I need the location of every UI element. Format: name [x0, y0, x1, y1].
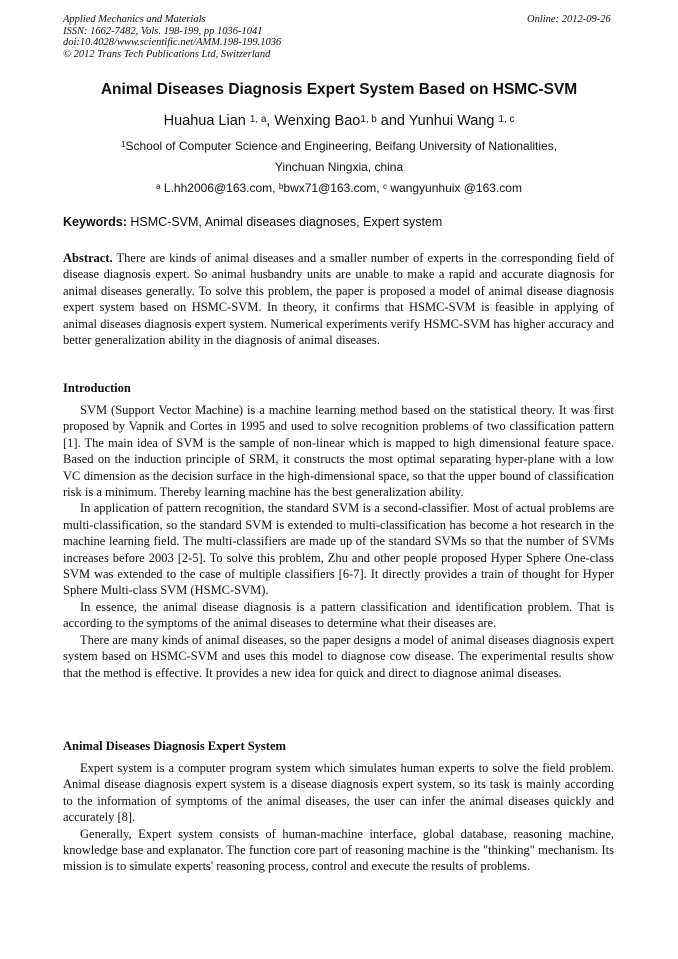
section-heading-introduction: Introduction — [63, 381, 131, 395]
abstract-label: Abstract. — [63, 251, 113, 265]
author-line — [0, 113, 678, 129]
email-b: bwx71@163.com, — [283, 181, 383, 195]
author-3: and Yunhui Wang — [376, 113, 495, 129]
email-sup-c: c — [382, 182, 388, 192]
author-2: , Wenxing Bao — [266, 113, 361, 129]
affiliation-sup: 1 — [120, 140, 126, 150]
expert-system-body — [63, 760, 614, 875]
affiliation-line-2: Yinchuan Ningxia, china — [274, 160, 404, 174]
author-1: Huahua Lian — [163, 113, 246, 129]
keywords — [63, 215, 442, 229]
abstract-text: There are kinds of animal diseases and a smaller number of experts in the corresponding field of disease diagnosis expert. So animal husbandry units are unable to make a rapid and accurate diagnosis for animal diseases generally. To solve this problem, the paper is proposed a model of animal disease diagnosis expert system based on HSMC-SVM. In theory, it confirms that HSMC-SVM is feasible in applying of animal diseases diagnosis expert system. Numerical experiments verify HSMC-SVM has higher accuracy and better generalization ability in the diagnosis of animal diseases. — [63, 251, 614, 348]
online-date: Online: 2012-09-26 — [527, 14, 611, 25]
section-heading-expert-system: Animal Diseases Diagnosis Expert System — [63, 739, 286, 753]
author-3-sup: 1, c — [498, 113, 515, 125]
section2-paragraph: Generally, Expert system consists of human-machine interface, global database, reasoning machine, knowledge base and explanator. The function core part of reasoning machine is the "thinking" mechanism. Its mission is to simulate experts' reasoning process, control and execute the results of problems. — [63, 826, 614, 874]
section2-paragraph: Expert system is a computer program system which simulates human experts to solve the field problem. Animal disease diagnosis expert system is a disease diagnosis expert system, so its task is mainly according to the information of symptoms of the animal diseases, the user can infer the animal diseases quickly and accurately [8]. — [63, 761, 614, 825]
journal-name: Applied Mechanics and Materials — [63, 14, 206, 25]
intro-paragraph: In application of pattern recognition, the standard SVM is a second-classifier. Most of actual problems are multi-classification, so the standard SVM is extended to multi-classification has become a hot research in the machine learning field. The multi-classifiers are made up of the standard SVMs so that the number of SVMs increases before 2003 [2-5]. To solve this problem, Zhu and other people proposed Hyper Sphere One-class SVM was extended to the case of multiple classifiers [6-7]. It directly provides a train of thought for Hyper Sphere Multi-class SVM (HSMC-SVM). — [63, 501, 614, 598]
intro-paragraph: SVM (Support Vector Machine) is a machine learning method based on the statistical theory. It was first proposed by Vapnik and Cortes in 1995 and used to solve recognition problems of two classification pattern [1]. The main idea of SVM is the sample of non-linear which is mapped to high dimensional feature space. Based on the induction principle of SRM, it constructs the most optimal separating hyper-plane with a low VC dimension as the decision surface in the high-dimensional space, so that the upper bound of classification risk is a minimum. Thereby learning machine has the best generalization ability. — [63, 403, 614, 500]
email-line — [0, 181, 678, 195]
abstract — [63, 250, 614, 348]
keywords-text: HSMC-SVM, Animal diseases diagnoses, Expert system — [126, 215, 443, 229]
paper-title: Animal Diseases Diagnosis Expert System Based on HSMC-SVM — [100, 81, 578, 98]
copyright-line: © 2012 Trans Tech Publications Ltd, Switzerland — [63, 48, 271, 60]
intro-paragraph: In essence, the animal disease diagnosis is a pattern classification and identification problem. That is according to the symptoms of the animal diseases to determine what their diseases are. — [63, 599, 614, 631]
intro-paragraph: There are many kinds of animal diseases, so the paper designs a model of animal diseases diagnosis expert system based on HSMC-SVM and uses this model to diagnose cow disease. The experimental results show that the method is effective. It provides a new idea for quick and direct to diagnose animal diseases. — [63, 632, 614, 680]
email-a: L.hh2006@163.com, — [160, 181, 279, 195]
email-c: wangyunhuix @163.com — [387, 181, 522, 195]
doi-line: doi:10.4028/www.scientific.net/AMM.198-199.1036 — [63, 37, 282, 48]
introduction-body — [63, 402, 614, 681]
affiliation-line-1 — [0, 139, 678, 153]
email-sup-b: b — [278, 182, 284, 192]
keywords-label: Keywords: — [63, 215, 127, 229]
author-2-sup: 1, b — [360, 113, 377, 125]
issn-line: ISSN: 1662-7482, Vols. 198-199, pp 1036-1041 — [63, 25, 263, 37]
journal-header — [63, 14, 281, 60]
affiliation-text-1: School of Computer Science and Engineering, Beifang University of Nationalities, — [125, 139, 558, 153]
author-1-sup: 1, a — [249, 113, 267, 125]
email-sup-a: a — [156, 182, 161, 192]
